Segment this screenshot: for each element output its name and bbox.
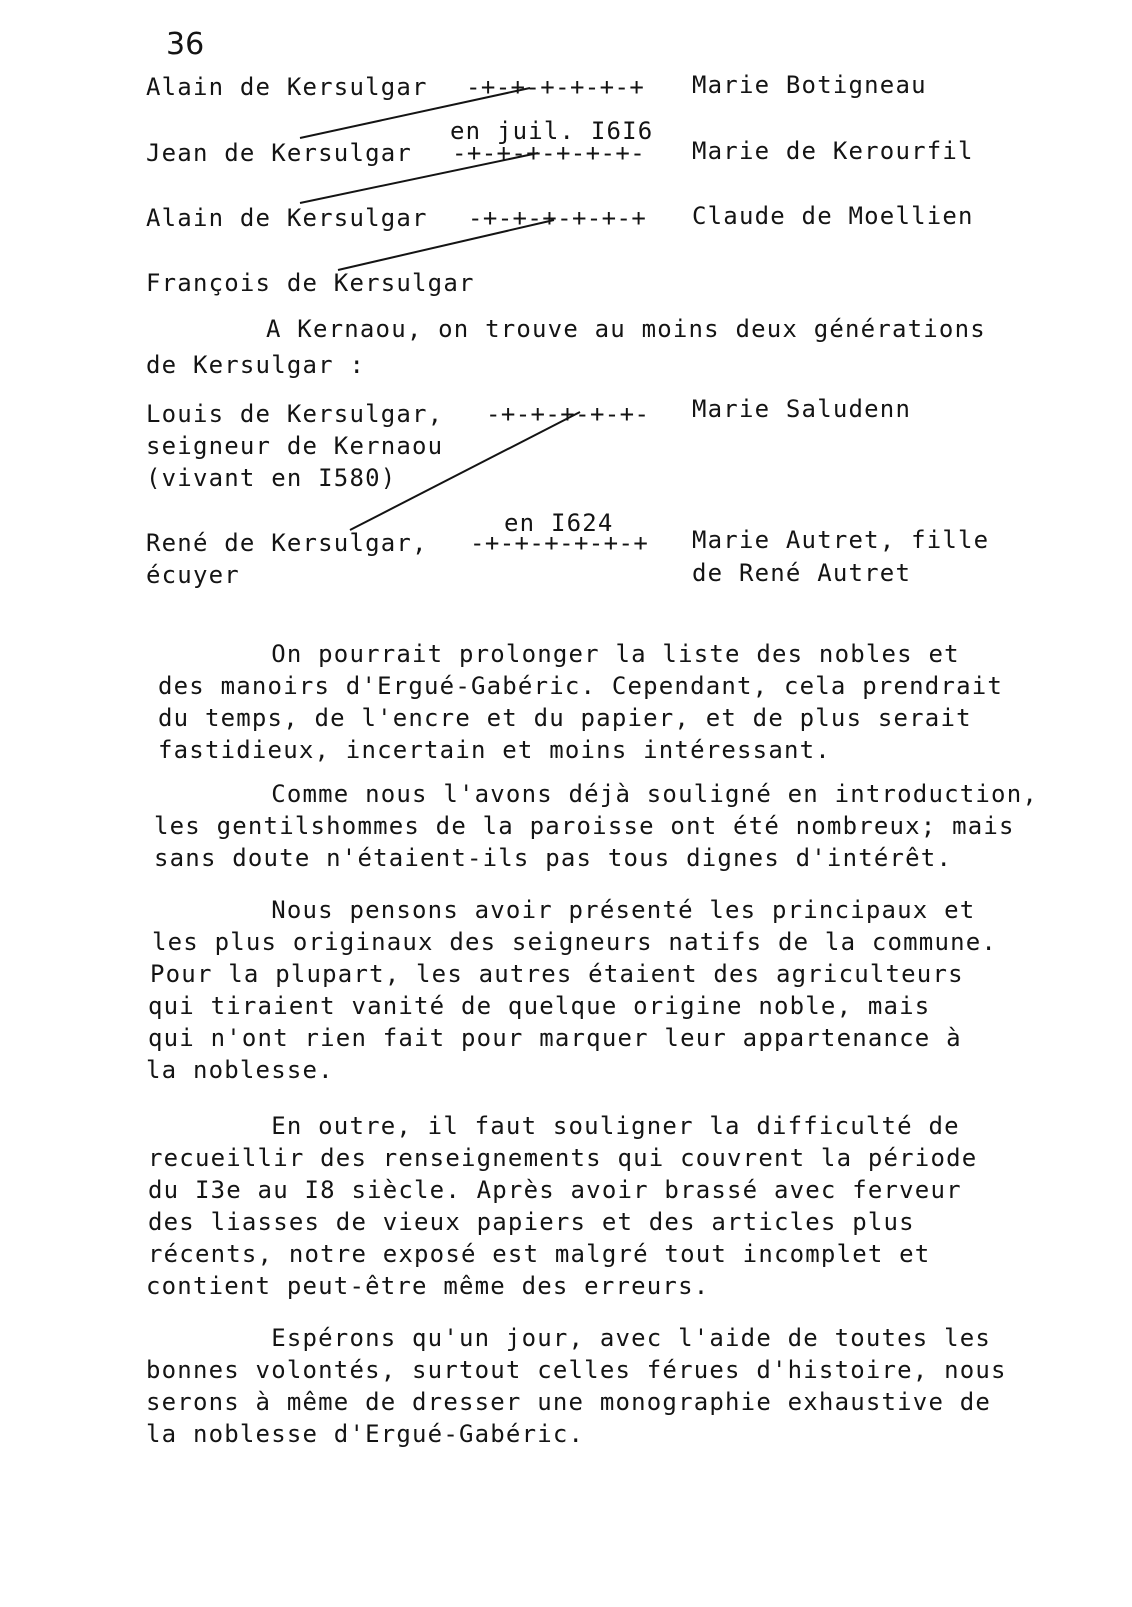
text-line: Espérons qu'un jour, avec l'aide de toutes les — [146, 1324, 992, 1352]
marriage-line: -+-+-+-+-+-+ — [470, 529, 649, 557]
person-jean: Jean de Kersulgar — [146, 139, 413, 167]
text-line: qui n'ont rien fait pour marquer leur appartenance à — [148, 1024, 962, 1052]
descent-line — [338, 220, 554, 270]
spouse-claude-de-moellien: Claude de Moellien — [692, 202, 974, 230]
person-rene: René de Kersulgar, — [146, 529, 428, 557]
person-louis-title: seigneur de Kernaou — [146, 432, 444, 460]
person-louis-dates: (vivant en I580) — [146, 464, 397, 492]
text-line: des liasses de vieux papiers et des articles plus — [148, 1208, 915, 1236]
text-line: les gentilshommes de la paroisse ont été nombreux; mais — [154, 812, 1015, 840]
text-line: Nous pensons avoir présenté les principaux et — [146, 896, 976, 924]
text-line: sans doute n'étaient-ils pas tous dignes d'intérêt. — [154, 844, 953, 872]
text-line: Pour la plupart, les autres étaient des agriculteurs — [150, 960, 964, 988]
page-number: 36 — [166, 27, 205, 62]
spouse-marie-botigneau: Marie Botigneau — [692, 71, 927, 99]
text-line: On pourrait prolonger la liste des nobles et — [146, 640, 960, 668]
text-line: récents, notre exposé est malgré tout incomplet et — [148, 1240, 931, 1268]
text-line: des manoirs d'Ergué-Gabéric. Cependant, cela prendrait — [158, 672, 1004, 700]
person-francois: François de Kersulgar — [146, 269, 475, 297]
intro-line-2: de Kersulgar : — [146, 351, 366, 379]
marriage-date-note: en juil. I6I6 — [450, 117, 654, 145]
text-line: fastidieux, incertain et moins intéressant. — [158, 736, 831, 764]
text-line: Comme nous l'avons déjà souligné en introduction, — [146, 780, 1039, 808]
text-line: recueillir des renseignements qui couvrent la période — [148, 1144, 978, 1172]
text-line: la noblesse. — [146, 1056, 334, 1084]
text-line: les plus originaux des seigneurs natifs de la commune. — [152, 928, 998, 956]
spouse-marie-autret: Marie Autret, fille — [692, 526, 990, 554]
paragraph-3 — [146, 894, 1106, 1086]
text-line: du temps, de l'encre et du papier, et de plus serait — [158, 704, 972, 732]
text-line: du I3e au I8 siècle. Après avoir brassé avec ferveur — [148, 1176, 962, 1204]
text-line: serons à même de dresser une monographie exhaustive de — [146, 1388, 992, 1416]
person-louis: Louis de Kersulgar, — [146, 400, 444, 428]
text-line: qui tiraient vanité de quelque origine noble, mais — [148, 992, 931, 1020]
intro-line-1: A Kernaou, on trouve au moins deux générations — [266, 315, 986, 343]
paragraph-2 — [146, 778, 1106, 874]
text-line: bonnes volontés, surtout celles férues d'histoire, nous — [146, 1356, 1007, 1384]
spouse-marie-de-kerourfil: Marie de Kerourfil — [692, 137, 974, 165]
descent-lines — [0, 0, 1132, 700]
descent-line — [350, 412, 580, 530]
paragraph-5 — [146, 1322, 1106, 1450]
person-rene-title: écuyer — [146, 561, 240, 589]
marriage-line: -+-+-+-+-+- — [486, 400, 650, 428]
person-alain-2: Alain de Kersulgar — [146, 204, 428, 232]
spouse-marie-saludenn: Marie Saludenn — [692, 395, 912, 423]
marriage-line: -+-+-+-+-+-+- — [452, 139, 646, 167]
marriage-date-note: en I624 — [504, 509, 614, 537]
paragraph-4 — [146, 1110, 1106, 1302]
person-alain-1: Alain de Kersulgar — [146, 73, 428, 101]
descent-line — [300, 153, 538, 203]
spouse-marie-autret-parent: de René Autret — [692, 559, 912, 587]
marriage-line: -+-+-+-+-+-+ — [466, 73, 645, 101]
paragraph-1 — [146, 638, 1106, 766]
text-line: contient peut-être même des erreurs. — [146, 1272, 710, 1300]
text-line: En outre, il faut souligner la difficulté de — [146, 1112, 960, 1140]
text-line: la noblesse d'Ergué-Gabéric. — [146, 1420, 585, 1448]
marriage-line: -+-+-+-+-+-+ — [468, 204, 647, 232]
descent-line — [300, 88, 530, 138]
